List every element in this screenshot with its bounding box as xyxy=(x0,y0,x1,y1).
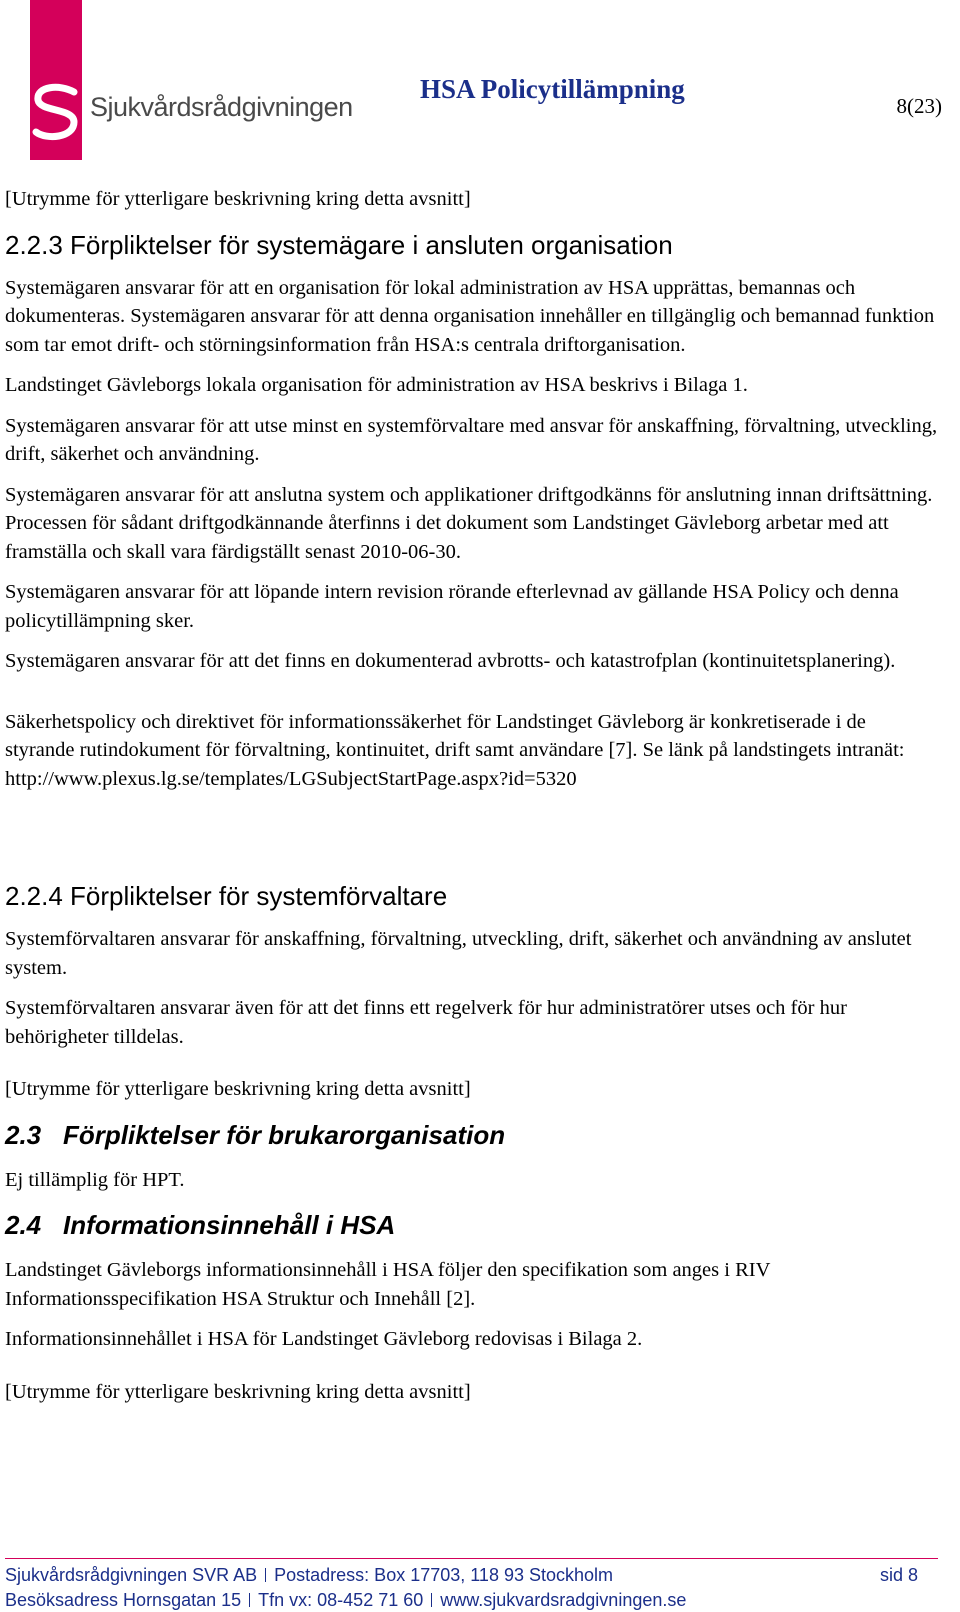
paragraph: Systemförvaltaren ansvarar även för att det finns ett regelverk för hur administratörer utses och för hur behörigheter tilldelas. xyxy=(5,997,847,1048)
document-title: HSA Policytillämpning xyxy=(420,74,685,104)
paragraph: Systemförvaltaren ansvarar för anskaffning, förvaltning, utveckling, drift, säkerhet och användning av anslutet system. xyxy=(5,928,912,979)
paragraph: Ej tillämplig för HPT. xyxy=(5,1168,185,1191)
heading-2-2-3: 2.2.3 Förpliktelser för systemägare i ansluten organisation xyxy=(5,229,673,260)
footer-rule xyxy=(5,1558,938,1559)
paragraph: Informationsinnehållet i HSA för Landstinget Gävleborg redovisas i Bilaga 2. xyxy=(5,1328,643,1350)
footer-line-2 xyxy=(5,1590,938,1611)
paragraph: Systemägaren ansvarar för att en organisation för lokal administration av HSA upprättas, bemannas och dokumenteras. Systemägaren ansvarar för att denna organisation innehåller en tillgänglig och bemannad funktion som tar emot drift- och störningsinformation från HSA:s centrala driftorganisation. xyxy=(5,276,935,356)
paragraph: Landstinget Gävleborgs lokala organisation för administration av HSA beskrivs i Bilaga 1. xyxy=(5,374,748,396)
heading-text: Förpliktelser för brukarorganisation xyxy=(63,1119,506,1150)
heading-number: 2.4 xyxy=(5,1210,42,1240)
paragraph: Systemägaren ansvarar för att det finns en dokumenterad avbrotts- och katastrofplan (kontinuitetsplanering). xyxy=(5,650,896,672)
company-name: Sjukvårdsrådgivningen SVR AB xyxy=(5,1565,258,1585)
main-content xyxy=(5,185,940,1418)
heading-2-2-4: 2.2.4 Förpliktelser för systemförvaltare xyxy=(5,881,448,911)
logo-text: Sjukvårdsrådgivningen xyxy=(90,92,353,122)
footer-line-1 xyxy=(5,1565,938,1586)
visiting-address: Besöksadress Hornsgatan 15 xyxy=(5,1590,242,1610)
page-number: 8(23) xyxy=(896,94,942,118)
heading-text: Informationsinnehåll i HSA xyxy=(63,1210,396,1240)
heading-2-3 xyxy=(5,1118,940,1152)
intranet-link[interactable]: http://www.plexus.lg.se/templates/LGSubjectStartPage.aspx?id=5320 xyxy=(5,767,577,790)
paragraph: Systemägaren ansvarar för att utse minst en systemförvaltare med ansvar för anskaffning, förvaltning, utveckling, drift, säkerhet och användning. xyxy=(5,414,938,465)
paragraph: Landstinget Gävleborgs informationsinnehåll i HSA följer den specifikation som anges i RIV Informationsspecifikation HSA Struktur och Innehåll [2]. xyxy=(5,1259,771,1310)
paragraph: Säkerhetspolicy och direktivet för informationssäkerhet för Landstinget Gävleborg är konkretiserade i de styrande rutindokument för förvaltning, kontinuitet, drift samt användare [7]. Se länk på landstingets intranät: xyxy=(5,710,905,761)
website-link[interactable]: www.sjukvardsradgivningen.se xyxy=(440,1590,687,1610)
phone-number: Tfn vx: 08-452 71 60 xyxy=(258,1590,424,1610)
heading-number: 2.3 xyxy=(5,1119,42,1150)
paragraph: Systemägaren ansvarar för att anslutna system och applikationer driftgodkänns för anslutning innan driftsättning. Processen för sådant driftgodkännande återfinns i det dokument som Landstinget Gävleborg arbetar med att framställa och skall vara färdigställt senast 2010-06-30. xyxy=(5,483,933,563)
placeholder-note: [Utrymme för ytterligare beskrivning kring detta avsnitt] xyxy=(5,188,471,210)
footer-page-number: sid 8 xyxy=(879,1565,918,1585)
heading-2-4 xyxy=(5,1208,940,1242)
placeholder-note: [Utrymme för ytterligare beskrivning kring detta avsnitt] xyxy=(5,1380,471,1403)
placeholder-note: [Utrymme för ytterligare beskrivning kring detta avsnitt] xyxy=(5,1078,471,1100)
paragraph: Systemägaren ansvarar för att löpande intern revision rörande efterlevnad av gällande HSA Policy och denna policytillämpning sker. xyxy=(5,581,899,632)
postal-address: Postadress: Box 17703, 118 93 Stockholm xyxy=(274,1565,614,1585)
logo-s-icon xyxy=(30,0,82,160)
